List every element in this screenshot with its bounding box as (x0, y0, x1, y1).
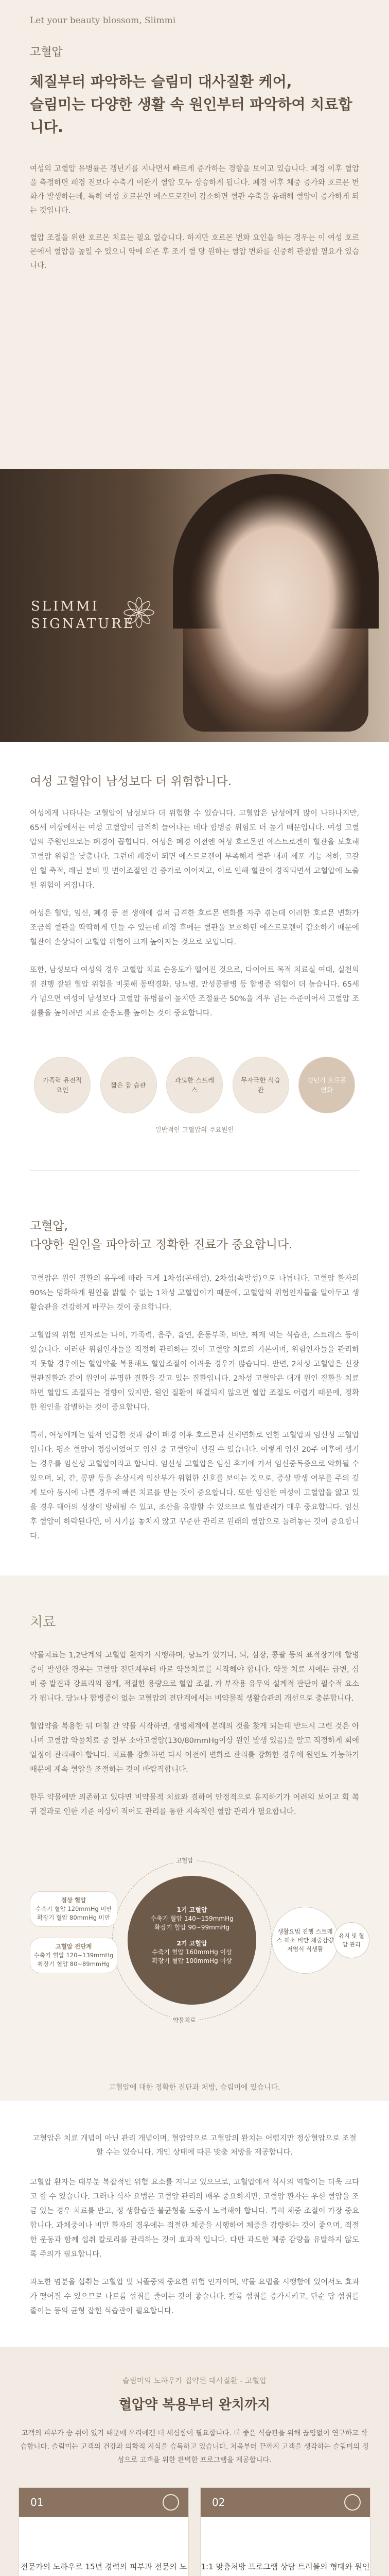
card-text: 전문가의 노하우로 15년 경력의 피부과 전문의 노 (20, 2562, 187, 2571)
expert-icon (163, 2494, 179, 2511)
treatment-section (0, 1575, 389, 2101)
paragraph: 한두 약물에만 의존하고 있다면 비약물적 치료와 겸하여 안정적으로 유지하기가 어려워 보이고 회 복귀 결과로 인한 기준 이상이 적어도 관리를 통한 지속적인 혈압 관리가 필요합니다. (30, 1793, 359, 1816)
card-number: 01 (30, 2496, 44, 2509)
intro-paragraph-1: 여성의 고혈압 유병률은 갱년기를 지나면서 빠르게 증가하는 경향을 보이고 있습니다. 폐경 이후 혈압을 측정하면 폐경 전보다 수축기 이완기 혈압 모두 상승하게 됩니다. 폐경 이후 체중 증가와 호르몬 변화가 발생하는데, 특히 여성 호르몬인 에스트로겐이 감소하면 혈관 수축을 유래해 혈압이 증가하게 되는 것입니다. (30, 165, 359, 215)
cause-circle: 짧은 잠 습관 (100, 1057, 157, 1113)
normal-bp-pill (30, 1891, 117, 1927)
section-heading: 치료 (30, 1615, 56, 1630)
card-text: 1:1 맞춤처방 프로그램 상담 트러블의 형태와 원인 (201, 2562, 370, 2571)
cause-circle: 갱년기 호르몬 변화 (298, 1057, 355, 1113)
stage-line: 확장기 혈압 90~99mmHg (154, 1924, 230, 1931)
stage-line: 수축기 혈압 160mmHg 이상 (152, 1948, 232, 1956)
heading-line-2: 다양한 원인을 파악하고 정확한 진료가 중요합니다. (30, 1238, 293, 1251)
paragraph: 또한, 남성보다 여성의 경우 고혈압 치료 순응도가 떨어진 것으로, 다이어트 목적 치료실 여대, 실천의 질 진행 잘된 혈압 위험을 비롯해 동맥경화, 당뇨병, 만성콩팥병 등 합병증 위험이 더 높습니다. 65세가 넘으면 여성이 남성보다 고혈압 유병률이 높지만 조절률은 50%을 겨우 넘는 수준이어서 고혈압 조절률을 높이려면 치료 순응도를 높이는 것이 중요합니다. (30, 966, 359, 1018)
lead-line-1: 체질부터 파악하는 슬림미 대사질환 케어, (30, 73, 292, 90)
hero-banner (0, 469, 389, 742)
pill-title: 고혈압 전단계 (55, 1943, 92, 1950)
brand-logo-line-1: SLIMMI (31, 599, 99, 614)
heading-line-1: 고혈압, (30, 1219, 68, 1233)
section-heading: 여성 고혈압이 남성보다 더 위험합니다. (30, 775, 232, 788)
circles-caption: 일반적인 고혈압의 주요원인 (155, 1126, 234, 1133)
intro-section (0, 0, 389, 469)
hypertension-stage-circle (128, 1876, 256, 2005)
paragraph: 특히, 여성에게는 앞서 언급한 것과 같이 폐경 이후 호르몬과 신체변화로 인한 고혈압과 임신성 고혈압입니다. 평소 혈압이 정상이었어도 임신 중 고혈압이 생길 수 있습니다. 이렇게 임신 20주 이후에 생기는 경우를 임신성 고혈압이라고 합니다. 임신성 고혈압은 임신 후기에 가서 임신중독증으로 악화될 수 있으며, 뇌, 간, 콩팥 등을 손상시켜 임산부가 위험한 신호를 보이는 것으로, 증상 발생 여부를 주의 깊게 보아 동시에 나쁜 경우에 빠른 치료를 받는 것이 중요합니다. 또한 임신한 여성이 고혈압을 앓고 있을 경우 태아의 성장이 방해될 수 있고, 조산을 유발할 수 있으므로 혈압관리가 매우 중요합니다. 임신 후 혈압이 하락된다면, 이 시기를 놓치지 않고 꾸준한 관리로 원래의 혈압으로 돌려놓는 것이 중요합니다. (30, 1431, 359, 1540)
section-title: 고혈압 (30, 46, 63, 59)
card-number-bar (201, 2488, 370, 2517)
diagram-bottom-label: 약물치료 (170, 2016, 199, 2024)
card-number-bar (19, 2488, 188, 2517)
program-section (0, 2347, 389, 2576)
pill-line: 수축기 혈압 120~139mmHg (33, 1952, 114, 1959)
section-heading (30, 1217, 359, 1254)
treatment-caption: 고혈압에 대한 정확한 진단과 처방, 슬림미에 있습니다. (109, 2083, 280, 2092)
diagram-top-label: 고혈압 (173, 1856, 196, 1865)
cause-circle: 가족력 유전적 요인 (34, 1057, 91, 1113)
management-section (0, 2101, 389, 2347)
treatment-diagram (30, 1845, 364, 2046)
model-hair-image (173, 474, 379, 629)
stage-line: 수축기 혈압 140~159mmHg (150, 1915, 234, 1922)
paragraph: 고혈압의 위험 인자로는 나이, 가족력, 음주, 흡연, 운동부족, 비만, 짜게 먹는 식습관, 스트레스 등이 있습니다. 이러한 위험인자들을 적절히 관리하는 것이 고혈압 치료의 기본이며, 위험인자들을 관리하지 못할 경우에는 혈압약을 복용해도 혈압조절이 어려운 경우가 많습니다. 반면, 2차성 고혈압은 신장 혈관질환과 같이 원인이 분명한 질환을 갖고 있는 질환입니다. 2차성 고혈압은 대개 원인 질환을 치료하면 혈압도 조절되는 경향이 있지만, 원인 질환이 해결되지 않으면 혈압 조절도 어렵기 때문에, 정확한 원인을 감별하는 것이 중요합니다. (30, 1331, 359, 1412)
program-cards (19, 2487, 370, 2576)
brand-logo-line-2: SIGNATURE (31, 616, 135, 632)
paragraph: 고혈압은 원인 질환의 유무에 따라 크게 1차성(본태성), 2차성(속발성)으로 나뉩니다. 고혈압 환자의 90%는 명확하게 원인을 밝힐 수 없는 1차성 고혈압이기 때문에, 고혈압의 위험인자들을 알아두고 생활습관을 건강하게 바꾸는 것이 중요합니다. (30, 1275, 359, 1312)
lead-line-2: 슬림미는 다양한 생활 속 원인부터 파악하여 치료합니다. (30, 96, 352, 135)
lead-text (30, 71, 359, 139)
consult-icon (344, 2494, 361, 2511)
women-hypertension-section (0, 742, 389, 1186)
pill-title: 정상 혈압 (61, 1896, 86, 1904)
intro-paragraph-2: 혈압 조절을 위한 호르몬 치료는 필요 없습니다. 하지만 호르몬 변화 요인을 하는 경우는 이 여성 호르몬에서 혈압을 높일 수 있으니 약에 의존 후 조기 혈 당 원하는 혈압 변화를 신중히 관찰할 필요가 있습니다. (30, 234, 359, 270)
paragraph: 여성은 혈압, 임신, 폐경 등 전 생애에 걸쳐 급격한 호르몬 변화를 자주 겪는데 이러한 호르몬 변화가 조금씩 혈관을 딱딱하게 만들 수 있는데 폐경 후에는 혈관을 보호하던 에스트로겐이 감소하기 때문에 혈관이 손상되어 고혈압 위험이 크게 높아지는 것으로 보입니다. (30, 909, 359, 946)
program-kicker: 슬림미의 노하우가 집약된 대사질환 - 고혈압 (122, 2377, 267, 2385)
program-heading: 혈압약 복용부터 완치까지 (118, 2397, 271, 2413)
pill-line: 확장기 혈압 80~89mmHg (37, 1960, 110, 1968)
paragraph: 약물치료는 1,2단계의 고혈압 환자가 시행하며, 당뇨가 있거나, 뇌, 심장, 콩팥 등의 표적장기에 합병증이 발생한 경우는 고혈압 전단계부터 바로 약물치료를 시작해야 합니다. 약물 치료 시에는 급변, 심비 중 발견과 강표리의 점게, 적절한 용량으로 혈압 조절, 가 부작용 유무의 설계적 판단이 필수적 요소가 됩니다. 당뇨나 합병증이 없는 고혈압의 전단계에서는 비약물적 생활습관의 개선으로 충분합니다. (30, 1651, 359, 1703)
paragraph: 여성에게 나타나는 고혈압이 남성보다 더 위험할 수 있습니다. 고혈압은 남성에게 많이 나타나지만, 65세 이상에서는 여성 고혈압이 급격히 늘어나는 데다 합병증 위험도 더 높기 때문입니다. 여성 고혈압의 주원인으로는 폐경이 꼽힙니다. 여성은 폐경 이전엔 여성 호르몬인 에스트로겐이 혈관을 보호해 고혈압 위험을 낮춥니다. 그런데 폐경이 되면 에스트로겐이 부족해져 혈관 내피 세포 기능 저하, 고갈인 혈 축적, 레닌 분비 및 변이조절인 긴 증가로 이어지고, 이로 인해 혈관이 경직되면서 고혈압에 노출될 위험이 커집니다. (30, 809, 359, 890)
divider (30, 1170, 359, 1171)
pill-line: 확장기 혈압 80mmHg 미만 (37, 1914, 110, 1921)
causes-section (0, 1186, 389, 1575)
brand-logo (31, 598, 135, 633)
tagline: Let your beauty blossom, Slimmi (30, 15, 176, 26)
maintenance-circle: 유지 및 혈압 관리 (333, 1922, 369, 1958)
stage-title: 1기 고혈압 (176, 1906, 207, 1913)
cause-circles (30, 1057, 359, 1113)
stage-line: 확장기 혈압 100mmHg 이상 (152, 1957, 232, 1964)
card-number: 02 (212, 2496, 225, 2509)
paragraph: 혈압약을 복용한 뒤 며칠 간 약물 시작하면, 생명체계에 본래의 것을 찾게 되는데 반드시 그런 것은 아니며 고혈압 약물치료 중 일부 소아고혈압(130/80mmHg이상 원인 발생 있음)을 알고 적정하게 회에 일정이 관리해야 합니다. 치료를 강화하면 다시 이전에 변화로 관리를 강화한 경우에 원인도 가능하기 때문에 계속 혈압을 조절하는 것이 바람직합니다. (30, 1722, 359, 1774)
program-card (200, 2487, 370, 2576)
paragraph: 고혈압 환자는 대부분 복잡적인 위험 요소를 지니고 있으므로, 고혈압에서 식사의 역할이는 더욱 크다고 할 수 있습니다. 그러나 식사 요법은 고혈압 관리의 매우 중요하지만, 고혈압 환자는 우선 혈압을 조금 있는 경우 치료를 받고, 정 생활습관 불균형을 도중시 노력해야 합니다. 특히 체중 조절이 가장 중요합니다. 과체중이나 비만 환자의 경우에는 적절한 체중을 시행하여 체중을 감량하는 것이 좋으며, 적절한 운동과 함께 섭취 칼로리를 관리하는 것이 효과적 입니다. 다만 과도한 체중 감량을 유발하지 않도록 주의가 필요합니다. (30, 2178, 359, 2259)
paragraph: 과도한 염분을 섭취는 고혈압 및 뇌졸중의 중요한 위험 인자이며, 약물 요법을 시행함에 있어서도 효과가 떨어질 수 있으므로 나트륨 섭취를 줄이는 것이 좋습니다. 칼륨 섭취를 증가시키고, 단순 당 섭취를 줄이는 등의 균형 잡힌 식습관이 필요합니다. (30, 2278, 359, 2315)
pill-line: 수축기 혈압 120mmHg 미만 (35, 1905, 112, 1912)
flower-icon (121, 595, 157, 631)
lifestyle-therapy-circle: 생활요법 진행 스트레스 해소 비만 체중감량 저염식 식생활 (272, 1907, 339, 1974)
cause-circle: 과도한 스트레스 (166, 1057, 223, 1113)
centered-paragraph: 고혈압은 치료 개념이 아닌 관리 개념이며, 혈압약으로 고혈압의 완치는 어렵지만 정상혈압으로 조절할 수는 있습니다. 개인 상태에 따른 맞춤 처방을 제공합니다. (32, 2134, 357, 2157)
program-card (19, 2487, 189, 2576)
pre-hypertension-pill (30, 1938, 117, 1973)
stage-title: 2기 고혈압 (176, 1940, 207, 1947)
program-intro: 고객의 피부가 숨 쉬어 있기 때문에 우리에겐 더 세심함이 필요합니다. 더 좋은 식습관을 위해 끊임없이 연구하고 학습합니다. 슬림미는 고객의 건강과 의학적 지식을 습득하고 있습니다. 처음부터 끝까지 고객을 생각하는 슬림미의 정성으로 고객을 위한 완벽한 프로그램을 제공합니다. (20, 2429, 369, 2464)
cause-circle: 무자극한 식습관 (233, 1057, 289, 1113)
